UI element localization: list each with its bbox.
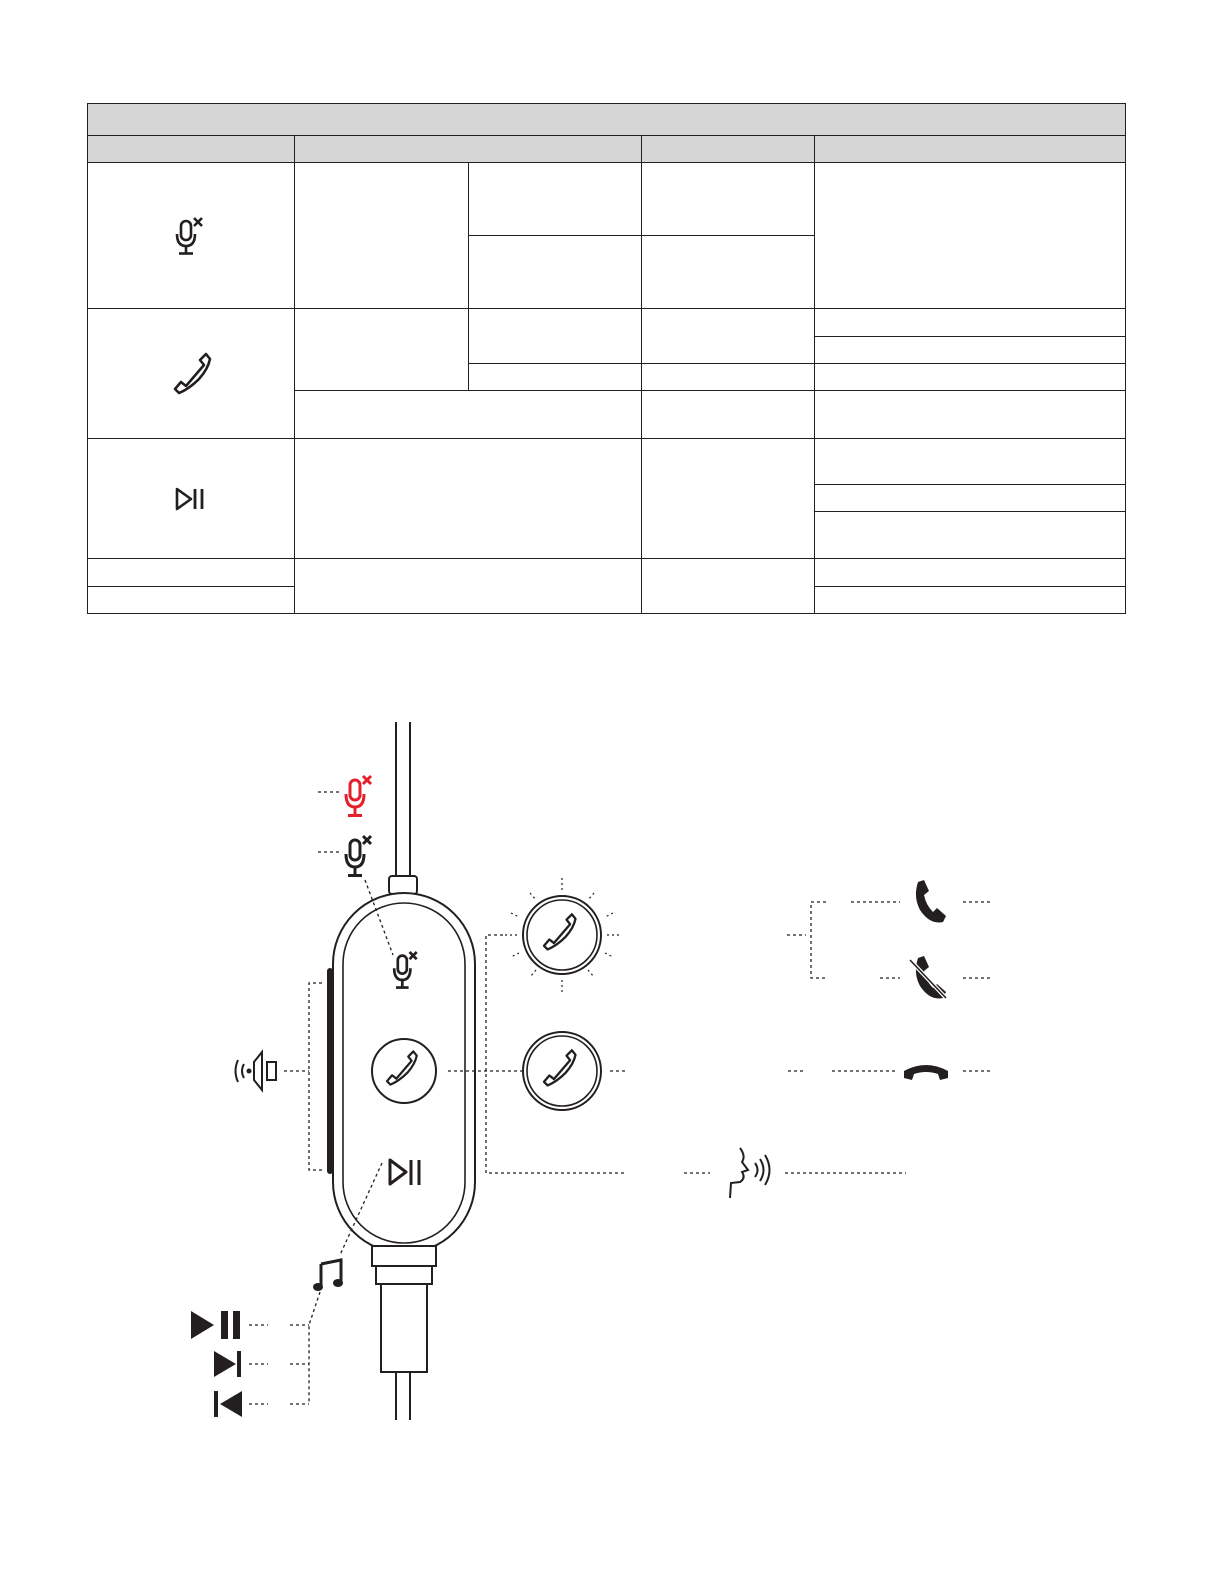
leader-line-media	[249, 1292, 320, 1404]
mic-mute-icon-black	[346, 836, 371, 876]
call-button-steady	[523, 1032, 601, 1110]
mute-led-black	[318, 836, 371, 876]
answer-call-icon	[916, 880, 946, 923]
call-button-blinking	[505, 878, 619, 992]
speaker-volume-icon	[236, 1052, 277, 1090]
cable-bottom	[372, 1246, 436, 1420]
next-track-icon	[214, 1351, 241, 1377]
music-note-icon	[313, 1260, 343, 1291]
volume-rocker[interactable]	[327, 968, 333, 1174]
mic-mute-icon-red	[346, 776, 371, 816]
speaking-voice-icon	[730, 1148, 770, 1198]
play-pause-icon	[191, 1311, 240, 1339]
reject-call-icon	[910, 956, 946, 999]
leader-line-volume	[284, 983, 322, 1170]
previous-track-icon	[214, 1391, 242, 1417]
mute-led-red	[318, 776, 371, 816]
end-call-icon	[904, 1065, 948, 1080]
call-button[interactable]	[372, 1039, 436, 1103]
cable-top	[389, 722, 417, 894]
